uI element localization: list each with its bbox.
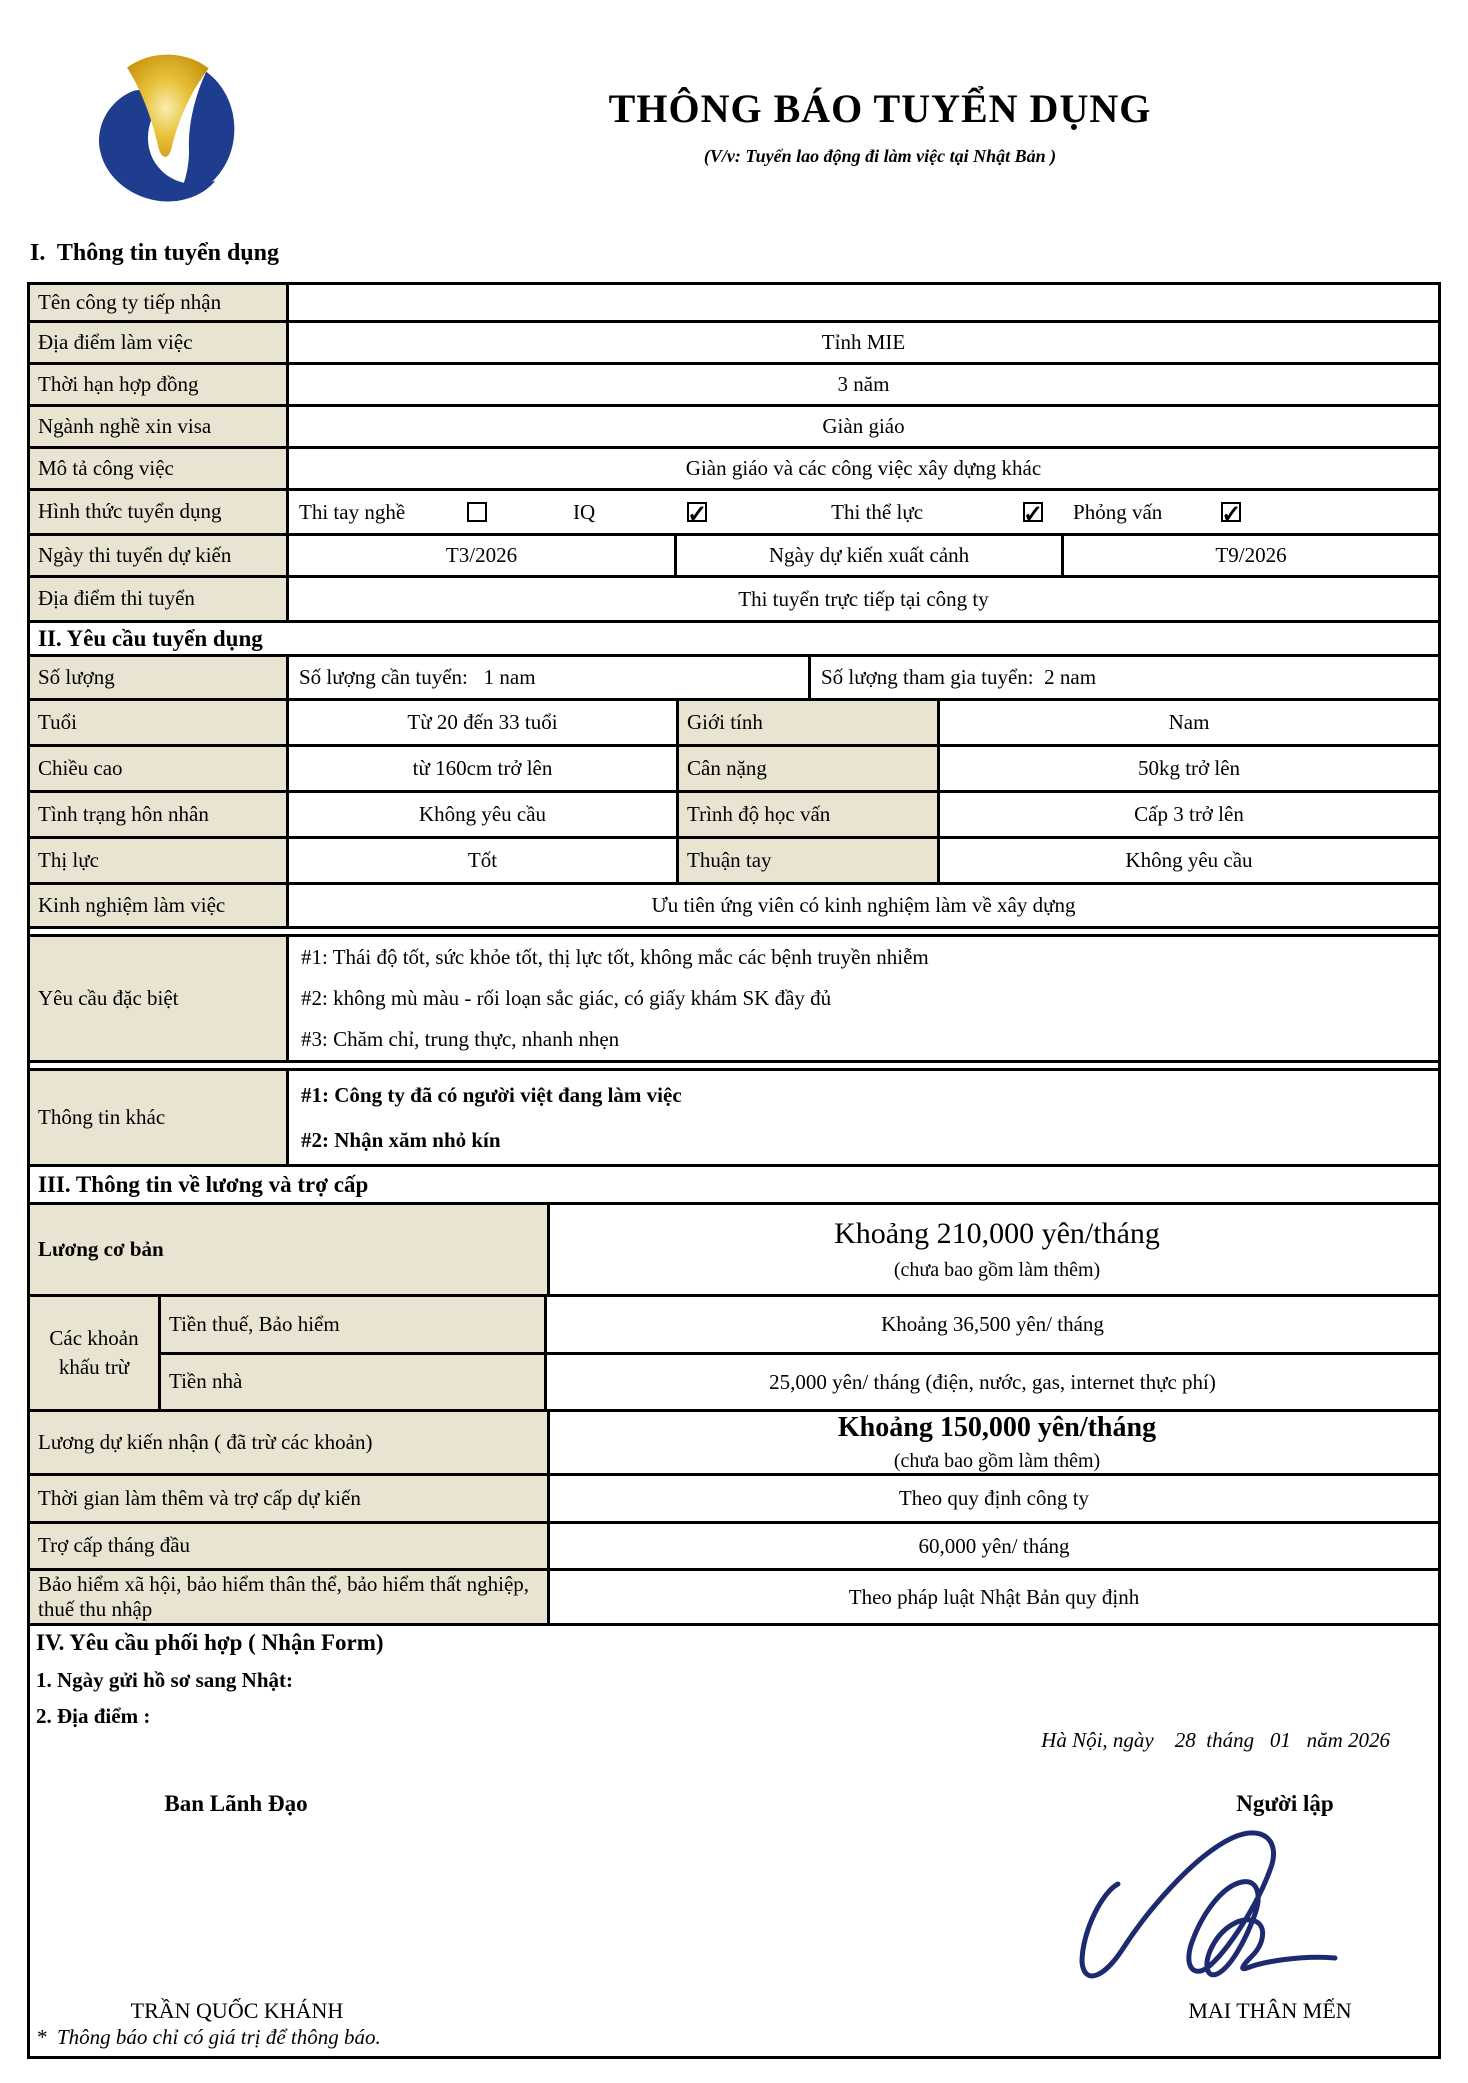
- table-row: [30, 747, 1438, 793]
- option-label: Phỏng vấn: [1073, 499, 1163, 524]
- row-label: Chiều cao: [30, 747, 286, 790]
- row-label: Hình thức tuyển dụng: [30, 491, 286, 533]
- location-line: 2. Địa điểm :: [36, 1704, 151, 1728]
- salary-note: (chưa bao gồm làm thêm): [893, 1258, 1101, 1281]
- row-label: Tiền nhà: [158, 1355, 544, 1410]
- row-label: Thời gian làm thêm và trợ cấp dự kiến: [30, 1476, 547, 1521]
- section1-heading: I. Thông tin tuyển dụng: [30, 240, 279, 266]
- row-label: Địa điểm làm việc: [30, 323, 286, 362]
- row-value: Tỉnh MIE: [286, 323, 1438, 362]
- special-requirements-list: [286, 937, 1438, 1060]
- board-name: TRẦN QUỐC KHÁNH: [130, 1998, 344, 2023]
- row-value: 25,000 yên/ tháng (điện, nước, gas, internet thực phí): [544, 1355, 1438, 1410]
- issue-date: Hà Nội, ngày 28 tháng 01 năm 2026: [1041, 1728, 1390, 1752]
- table-row: [30, 323, 1438, 365]
- row-label: Mô tả công việc: [30, 449, 286, 488]
- row-value: 60,000 yên/ tháng: [547, 1524, 1438, 1568]
- deductions-row: [30, 1297, 1438, 1412]
- page-subtitle: (V/v: Tuyển lao động đi làm việc tại Nhật Bản ): [703, 146, 1057, 166]
- row-label: Thông tin khác: [30, 1071, 286, 1164]
- section4-block: [30, 1626, 1438, 2056]
- salary-amount: Khoảng 210,000 yên/tháng: [834, 1217, 1160, 1251]
- row-label: Trình độ học vấn: [676, 793, 937, 836]
- send-date-line: 1. Ngày gửi hồ sơ sang Nhật:: [36, 1668, 294, 1692]
- exam-place-row: [30, 578, 1438, 623]
- departure-label: Ngày dự kiến xuất cảnh: [674, 536, 1061, 575]
- list-item: #1: Thái độ tốt, sức khỏe tốt, thị lực tốt, không mắc các bệnh truyền nhiễm: [301, 945, 929, 970]
- row-label: Tình trạng hôn nhân: [30, 793, 286, 836]
- page-title: THÔNG BÁO TUYỂN DỤNG: [608, 86, 1152, 131]
- table-row: [30, 407, 1438, 449]
- quantity-need: Số lượng cần tuyển: 1 nam: [286, 657, 808, 698]
- row-label: Tên công ty tiếp nhận: [30, 285, 286, 320]
- row-value: Ưu tiên ứng viên có kinh nghiệm làm về xây dựng: [286, 885, 1438, 926]
- row-label: Ngành nghề xin visa: [30, 407, 286, 446]
- list-item: #2: Nhận xăm nhỏ kín: [301, 1127, 501, 1152]
- row-value: [286, 285, 1438, 320]
- signature-icon: [1050, 1822, 1380, 2000]
- divider: [30, 1063, 1438, 1071]
- row-label: Lương cơ bản: [30, 1205, 547, 1294]
- table-row: [158, 1355, 1438, 1410]
- row-label: Kinh nghiệm làm việc: [30, 885, 286, 926]
- base-salary-value: [547, 1205, 1438, 1294]
- check-icon: ✓: [687, 502, 708, 528]
- row-label: Thời hạn hợp đồng: [30, 365, 286, 404]
- table-row: [30, 285, 1438, 323]
- option-label: Thi tay nghề: [299, 499, 406, 524]
- quantity-participate: Số lượng tham gia tuyển: 2 nam: [808, 657, 1438, 698]
- table-row: [30, 701, 1438, 747]
- row-label: Thuận tay: [676, 839, 937, 882]
- check-icon: ✓: [1221, 502, 1242, 528]
- row-value: 50kg trở lên: [937, 747, 1438, 790]
- deductions-label: Các khoản khấu trừ: [30, 1297, 158, 1409]
- row-label: Bảo hiểm xã hội, bảo hiểm thân thể, bảo hiểm thất nghiệp, thuế thu nhập: [30, 1571, 547, 1623]
- row-label: Cân nặng: [676, 747, 937, 790]
- net-salary-row: [30, 1412, 1438, 1476]
- row-value: Theo quy định công ty: [547, 1476, 1438, 1521]
- row-value: Tốt: [286, 839, 676, 882]
- section4-heading: IV. Yêu cầu phối hợp ( Nhận Form): [36, 1630, 384, 1655]
- first-month-allowance-row: [30, 1524, 1438, 1571]
- preparer-name: MAI THÂN MẾN: [1188, 1998, 1352, 2023]
- row-value: Giàn giáo và các công việc xây dựng khác: [286, 449, 1438, 488]
- document-header: [440, 85, 1320, 167]
- company-logo-icon: [70, 42, 260, 207]
- exam-date-value: T3/2026: [286, 536, 674, 575]
- insurance-row: [30, 1571, 1438, 1626]
- row-label: Địa điểm thi tuyển: [30, 578, 286, 620]
- row-value: từ 160cm trở lên: [286, 747, 676, 790]
- row-label: Giới tính: [676, 701, 937, 744]
- deductions-subrows: [158, 1297, 1438, 1409]
- table-row: [30, 839, 1438, 885]
- list-item: #1: Công ty đã có người việt đang làm việc: [301, 1083, 682, 1108]
- row-value: Không yêu cầu: [937, 839, 1438, 882]
- salary-amount: Khoảng 150,000 yên/tháng: [837, 1411, 1157, 1443]
- checkbox-checked[interactable]: [687, 502, 708, 528]
- other-info-list: [286, 1071, 1438, 1164]
- table-row: [158, 1297, 1438, 1355]
- option-label: IQ: [573, 499, 596, 524]
- departure-date-value: T9/2026: [1061, 536, 1438, 575]
- special-requirements-row: [30, 937, 1438, 1063]
- overtime-row: [30, 1476, 1438, 1524]
- row-value: Thi tuyển trực tiếp tại công ty: [286, 578, 1438, 620]
- row-label: Ngày thi tuyển dự kiến: [30, 536, 286, 575]
- recruit-form-row: [30, 491, 1438, 536]
- salary-note: (chưa bao gồm làm thêm): [893, 1450, 1101, 1473]
- quantity-row: [30, 657, 1438, 701]
- row-value: Không yêu cầu: [286, 793, 676, 836]
- row-label: Thị lực: [30, 839, 286, 882]
- row-value: Cấp 3 trở lên: [937, 793, 1438, 836]
- table-row: [30, 449, 1438, 491]
- check-icon: ✓: [1022, 502, 1044, 528]
- row-value: Nam: [937, 701, 1438, 744]
- list-item: #3: Chăm chỉ, trung thực, nhanh nhẹn: [301, 1026, 620, 1051]
- divider: [30, 929, 1438, 937]
- board-title: Ban Lãnh Đạo: [164, 1791, 308, 1816]
- recruit-form-options: [286, 491, 1438, 533]
- row-label: Tuổi: [30, 701, 286, 744]
- checkbox-checked[interactable]: [1221, 502, 1242, 528]
- row-value: Từ 20 đến 33 tuổi: [286, 701, 676, 744]
- list-item: #2: không mù màu - rối loạn sắc giác, có giấy khám SK đầy đủ: [301, 986, 832, 1011]
- row-label: Tiền thuế, Bảo hiểm: [158, 1297, 544, 1352]
- net-salary-value: [547, 1412, 1438, 1473]
- base-salary-row: [30, 1205, 1438, 1297]
- row-label: Yêu cầu đặc biệt: [30, 937, 286, 1060]
- row-label: Số lượng: [30, 657, 286, 698]
- row-value: Khoảng 36,500 yên/ tháng: [544, 1297, 1438, 1352]
- checkbox-unchecked[interactable]: [467, 502, 487, 522]
- checkbox-checked[interactable]: [1022, 502, 1044, 528]
- exam-date-row: [30, 536, 1438, 578]
- recruitment-table: [27, 282, 1441, 2059]
- section2-heading: II. Yêu cầu tuyển dụng: [30, 623, 1438, 657]
- other-info-row: [30, 1071, 1438, 1167]
- table-row: [30, 365, 1438, 407]
- row-label: Trợ cấp tháng đầu: [30, 1524, 547, 1568]
- row-value: 3 năm: [286, 365, 1438, 404]
- row-label: Lương dự kiến nhận ( đã trừ các khoản): [30, 1412, 547, 1473]
- row-value: Theo pháp luật Nhật Bản quy định: [547, 1571, 1438, 1623]
- preparer-title: Người lập: [1236, 1791, 1334, 1816]
- table-row: [30, 793, 1438, 839]
- option-label: Thi thể lực: [831, 499, 924, 524]
- footnote: * Thông báo chỉ có giá trị để thông báo.: [36, 2025, 381, 2049]
- experience-row: [30, 885, 1438, 929]
- section3-heading: III. Thông tin về lương và trợ cấp: [30, 1167, 1438, 1205]
- row-value: Giàn giáo: [286, 407, 1438, 446]
